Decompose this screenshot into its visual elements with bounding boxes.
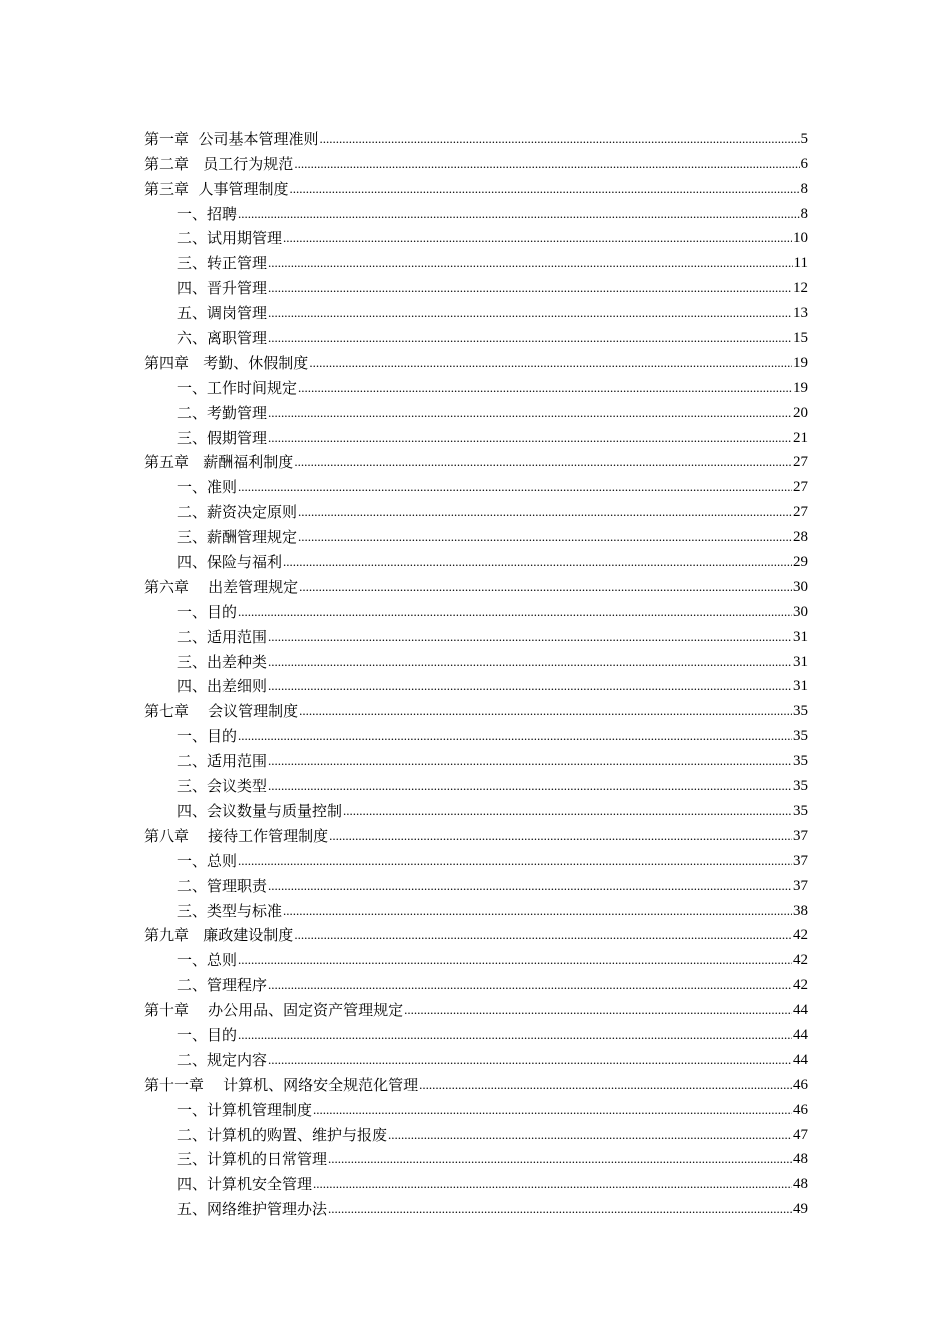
toc-dot-leader xyxy=(313,1100,792,1120)
toc-entry-title: 二、计算机的购置、维护与报废 xyxy=(177,1125,388,1144)
table-of-contents xyxy=(144,124,808,1219)
toc-section-entry[interactable] xyxy=(144,298,808,323)
toc-dot-leader xyxy=(329,826,792,846)
toc-page-number: 12 xyxy=(793,280,808,297)
toc-dot-leader xyxy=(238,477,792,497)
toc-entry-title: 第十章 办公用品、固定资产管理规定 xyxy=(144,1001,404,1020)
toc-section-entry[interactable] xyxy=(144,945,808,970)
toc-entry-title: 四、出差细则 xyxy=(177,677,268,696)
toc-entry-title: 三、转正管理 xyxy=(177,254,268,273)
toc-entry-title: 四、计算机安全管理 xyxy=(177,1175,313,1194)
toc-chapter-entry[interactable] xyxy=(144,348,808,373)
toc-section-entry[interactable] xyxy=(144,622,808,647)
toc-section-entry[interactable] xyxy=(144,771,808,796)
toc-section-entry[interactable] xyxy=(144,1145,808,1170)
toc-page-number: 46 xyxy=(793,1101,808,1118)
toc-page-number: 48 xyxy=(793,1176,808,1193)
toc-section-entry[interactable] xyxy=(144,1194,808,1219)
toc-entry-title: 第五章 薪酬福利制度 xyxy=(144,453,294,472)
toc-chapter-entry[interactable] xyxy=(144,821,808,846)
toc-dot-leader xyxy=(268,776,792,796)
toc-section-entry[interactable] xyxy=(144,871,808,896)
toc-dot-leader xyxy=(238,726,792,746)
toc-page-number: 49 xyxy=(793,1201,808,1218)
toc-entry-title: 二、管理职责 xyxy=(177,876,268,895)
toc-page-number: 27 xyxy=(793,454,808,471)
toc-entry-title: 三、类型与标准 xyxy=(177,901,283,920)
toc-dot-leader xyxy=(238,950,792,970)
toc-entry-title: 三、计算机的日常管理 xyxy=(177,1150,328,1169)
toc-section-entry[interactable] xyxy=(144,497,808,522)
toc-dot-leader xyxy=(388,1125,792,1145)
toc-entry-title: 第二章 员工行为规范 xyxy=(144,154,294,173)
toc-page-number: 5 xyxy=(800,130,808,147)
toc-section-entry[interactable] xyxy=(144,273,808,298)
toc-chapter-entry[interactable] xyxy=(144,696,808,721)
toc-entry-title: 五、网络维护管理办法 xyxy=(177,1200,328,1219)
toc-dot-leader xyxy=(268,278,792,298)
toc-page-number: 37 xyxy=(793,827,808,844)
toc-page-number: 35 xyxy=(793,778,808,795)
toc-section-entry[interactable] xyxy=(144,896,808,921)
toc-section-entry[interactable] xyxy=(144,647,808,672)
toc-dot-leader xyxy=(343,801,792,821)
toc-entry-title: 三、会议类型 xyxy=(177,777,268,796)
toc-page-number: 8 xyxy=(800,205,808,222)
toc-entry-title: 二、适用范围 xyxy=(177,627,268,646)
toc-dot-leader xyxy=(268,627,792,647)
toc-page-number: 13 xyxy=(793,305,808,322)
toc-dot-leader xyxy=(290,179,800,199)
toc-page-number: 46 xyxy=(793,1076,808,1093)
toc-section-entry[interactable] xyxy=(144,796,808,821)
toc-entry-title: 第四章 考勤、休假制度 xyxy=(144,353,309,372)
toc-section-entry[interactable] xyxy=(144,1020,808,1045)
toc-entry-title: 三、假期管理 xyxy=(177,428,268,447)
toc-dot-leader xyxy=(283,552,792,572)
toc-page-number: 27 xyxy=(793,504,808,521)
toc-dot-leader xyxy=(238,1025,792,1045)
toc-section-entry[interactable] xyxy=(144,423,808,448)
toc-page-number: 44 xyxy=(793,1002,808,1019)
toc-entry-title: 四、晋升管理 xyxy=(177,279,268,298)
toc-entry-title: 一、招聘 xyxy=(177,204,238,223)
toc-entry-title: 四、保险与福利 xyxy=(177,553,283,572)
toc-page-number: 31 xyxy=(793,628,808,645)
toc-page-number: 44 xyxy=(793,1026,808,1043)
toc-dot-leader xyxy=(294,452,792,472)
toc-entry-title: 第九章 廉政建设制度 xyxy=(144,926,294,945)
toc-page-number: 6 xyxy=(800,155,808,172)
toc-page-number: 30 xyxy=(793,603,808,620)
toc-section-entry[interactable] xyxy=(144,398,808,423)
toc-dot-leader xyxy=(298,378,792,398)
toc-dot-leader xyxy=(268,428,792,448)
toc-entry-title: 一、目的 xyxy=(177,1025,238,1044)
toc-dot-leader xyxy=(268,403,792,423)
toc-page-number: 35 xyxy=(793,728,808,745)
toc-section-entry[interactable] xyxy=(144,846,808,871)
toc-page-number: 11 xyxy=(793,255,808,272)
toc-chapter-entry[interactable] xyxy=(144,124,808,149)
toc-entry-title: 一、总则 xyxy=(177,951,238,970)
toc-dot-leader xyxy=(268,876,792,896)
toc-page-number: 20 xyxy=(793,404,808,421)
toc-page-number: 37 xyxy=(793,877,808,894)
toc-entry-title: 五、调岗管理 xyxy=(177,304,268,323)
toc-dot-leader xyxy=(404,1000,792,1020)
toc-dot-leader xyxy=(313,1174,792,1194)
toc-page-number: 15 xyxy=(793,330,808,347)
toc-chapter-entry[interactable] xyxy=(144,995,808,1020)
toc-chapter-entry[interactable] xyxy=(144,448,808,473)
toc-entry-title: 一、准则 xyxy=(177,478,238,497)
toc-entry-title: 二、薪资决定原则 xyxy=(177,503,298,522)
toc-entry-title: 六、离职管理 xyxy=(177,329,268,348)
toc-section-entry[interactable] xyxy=(144,248,808,273)
toc-dot-leader xyxy=(238,204,799,224)
toc-page-number: 30 xyxy=(793,578,808,595)
toc-chapter-entry[interactable] xyxy=(144,572,808,597)
toc-page-number: 29 xyxy=(793,554,808,571)
toc-section-entry[interactable] xyxy=(144,199,808,224)
toc-dot-leader xyxy=(238,851,792,871)
toc-dot-leader xyxy=(299,701,792,721)
toc-section-entry[interactable] xyxy=(144,547,808,572)
toc-page-number: 19 xyxy=(793,379,808,396)
toc-section-entry[interactable] xyxy=(144,1120,808,1145)
toc-entry-title: 第八章 接待工作管理制度 xyxy=(144,826,329,845)
toc-section-entry[interactable] xyxy=(144,323,808,348)
toc-entry-title: 二、管理程序 xyxy=(177,976,268,995)
toc-page-number: 31 xyxy=(793,678,808,695)
toc-page-number: 42 xyxy=(793,977,808,994)
toc-page-number: 37 xyxy=(793,852,808,869)
toc-page-number: 38 xyxy=(793,902,808,919)
toc-dot-leader xyxy=(328,1149,792,1169)
toc-entry-title: 一、目的 xyxy=(177,727,238,746)
toc-dot-leader xyxy=(238,602,792,622)
toc-page-number: 31 xyxy=(793,653,808,670)
toc-section-entry[interactable] xyxy=(144,721,808,746)
toc-entry-title: 二、试用期管理 xyxy=(177,229,283,248)
toc-dot-leader xyxy=(283,901,792,921)
toc-entry-title: 第一章 公司基本管理准则 xyxy=(144,129,319,148)
toc-page-number: 42 xyxy=(793,927,808,944)
toc-entry-title: 第七章 会议管理制度 xyxy=(144,702,299,721)
toc-entry-title: 一、目的 xyxy=(177,602,238,621)
toc-section-entry[interactable] xyxy=(144,1045,808,1070)
toc-section-entry[interactable] xyxy=(144,597,808,622)
toc-dot-leader xyxy=(268,975,792,995)
toc-entry-title: 一、计算机管理制度 xyxy=(177,1100,313,1119)
toc-dot-leader xyxy=(268,1050,792,1070)
toc-page-number: 47 xyxy=(793,1126,808,1143)
toc-dot-leader xyxy=(283,228,792,248)
toc-chapter-entry[interactable] xyxy=(144,174,808,199)
toc-dot-leader xyxy=(268,652,792,672)
toc-entry-title: 第六章 出差管理规定 xyxy=(144,577,299,596)
toc-page-number: 27 xyxy=(793,479,808,496)
toc-dot-leader xyxy=(294,925,792,945)
toc-section-entry[interactable] xyxy=(144,672,808,697)
toc-dot-leader xyxy=(419,1075,792,1095)
toc-dot-leader xyxy=(299,577,792,597)
toc-page-number: 44 xyxy=(793,1051,808,1068)
toc-dot-leader xyxy=(328,1199,792,1219)
toc-dot-leader xyxy=(268,676,792,696)
toc-chapter-entry[interactable] xyxy=(144,921,808,946)
toc-entry-title: 第十一章 计算机、网络安全规范化管理 xyxy=(144,1075,419,1094)
toc-page-number: 10 xyxy=(793,230,808,247)
toc-section-entry[interactable] xyxy=(144,373,808,398)
toc-dot-leader xyxy=(294,154,799,174)
toc-section-entry[interactable] xyxy=(144,746,808,771)
toc-dot-leader xyxy=(309,353,792,373)
toc-page-number: 42 xyxy=(793,952,808,969)
toc-entry-title: 一、工作时间规定 xyxy=(177,378,298,397)
toc-dot-leader xyxy=(298,527,792,547)
toc-page-number: 8 xyxy=(800,180,808,197)
toc-page-number: 35 xyxy=(793,802,808,819)
toc-page-number: 28 xyxy=(793,529,808,546)
toc-section-entry[interactable] xyxy=(144,522,808,547)
toc-section-entry[interactable] xyxy=(144,1095,808,1120)
toc-entry-title: 二、规定内容 xyxy=(177,1050,268,1069)
toc-entry-title: 三、出差种类 xyxy=(177,652,268,671)
toc-entry-title: 三、薪酬管理规定 xyxy=(177,528,298,547)
toc-entry-title: 二、适用范围 xyxy=(177,752,268,771)
toc-page-number: 19 xyxy=(793,354,808,371)
toc-dot-leader xyxy=(298,502,792,522)
toc-section-entry[interactable] xyxy=(144,224,808,249)
toc-section-entry[interactable] xyxy=(144,1169,808,1194)
toc-dot-leader xyxy=(268,303,792,323)
toc-entry-title: 一、总则 xyxy=(177,851,238,870)
toc-page-number: 21 xyxy=(793,429,808,446)
toc-dot-leader xyxy=(268,253,793,273)
toc-entry-title: 第三章 人事管理制度 xyxy=(144,179,289,198)
toc-page-number: 35 xyxy=(793,753,808,770)
toc-page-number: 35 xyxy=(793,703,808,720)
toc-chapter-entry[interactable] xyxy=(144,149,808,174)
toc-section-entry[interactable] xyxy=(144,472,808,497)
toc-page-number: 48 xyxy=(793,1151,808,1168)
toc-entry-title: 四、会议数量与质量控制 xyxy=(177,801,343,820)
toc-section-entry[interactable] xyxy=(144,970,808,995)
toc-dot-leader xyxy=(268,751,792,771)
toc-chapter-entry[interactable] xyxy=(144,1070,808,1095)
toc-entry-title: 二、考勤管理 xyxy=(177,403,268,422)
toc-dot-leader xyxy=(320,129,800,149)
toc-dot-leader xyxy=(268,328,792,348)
